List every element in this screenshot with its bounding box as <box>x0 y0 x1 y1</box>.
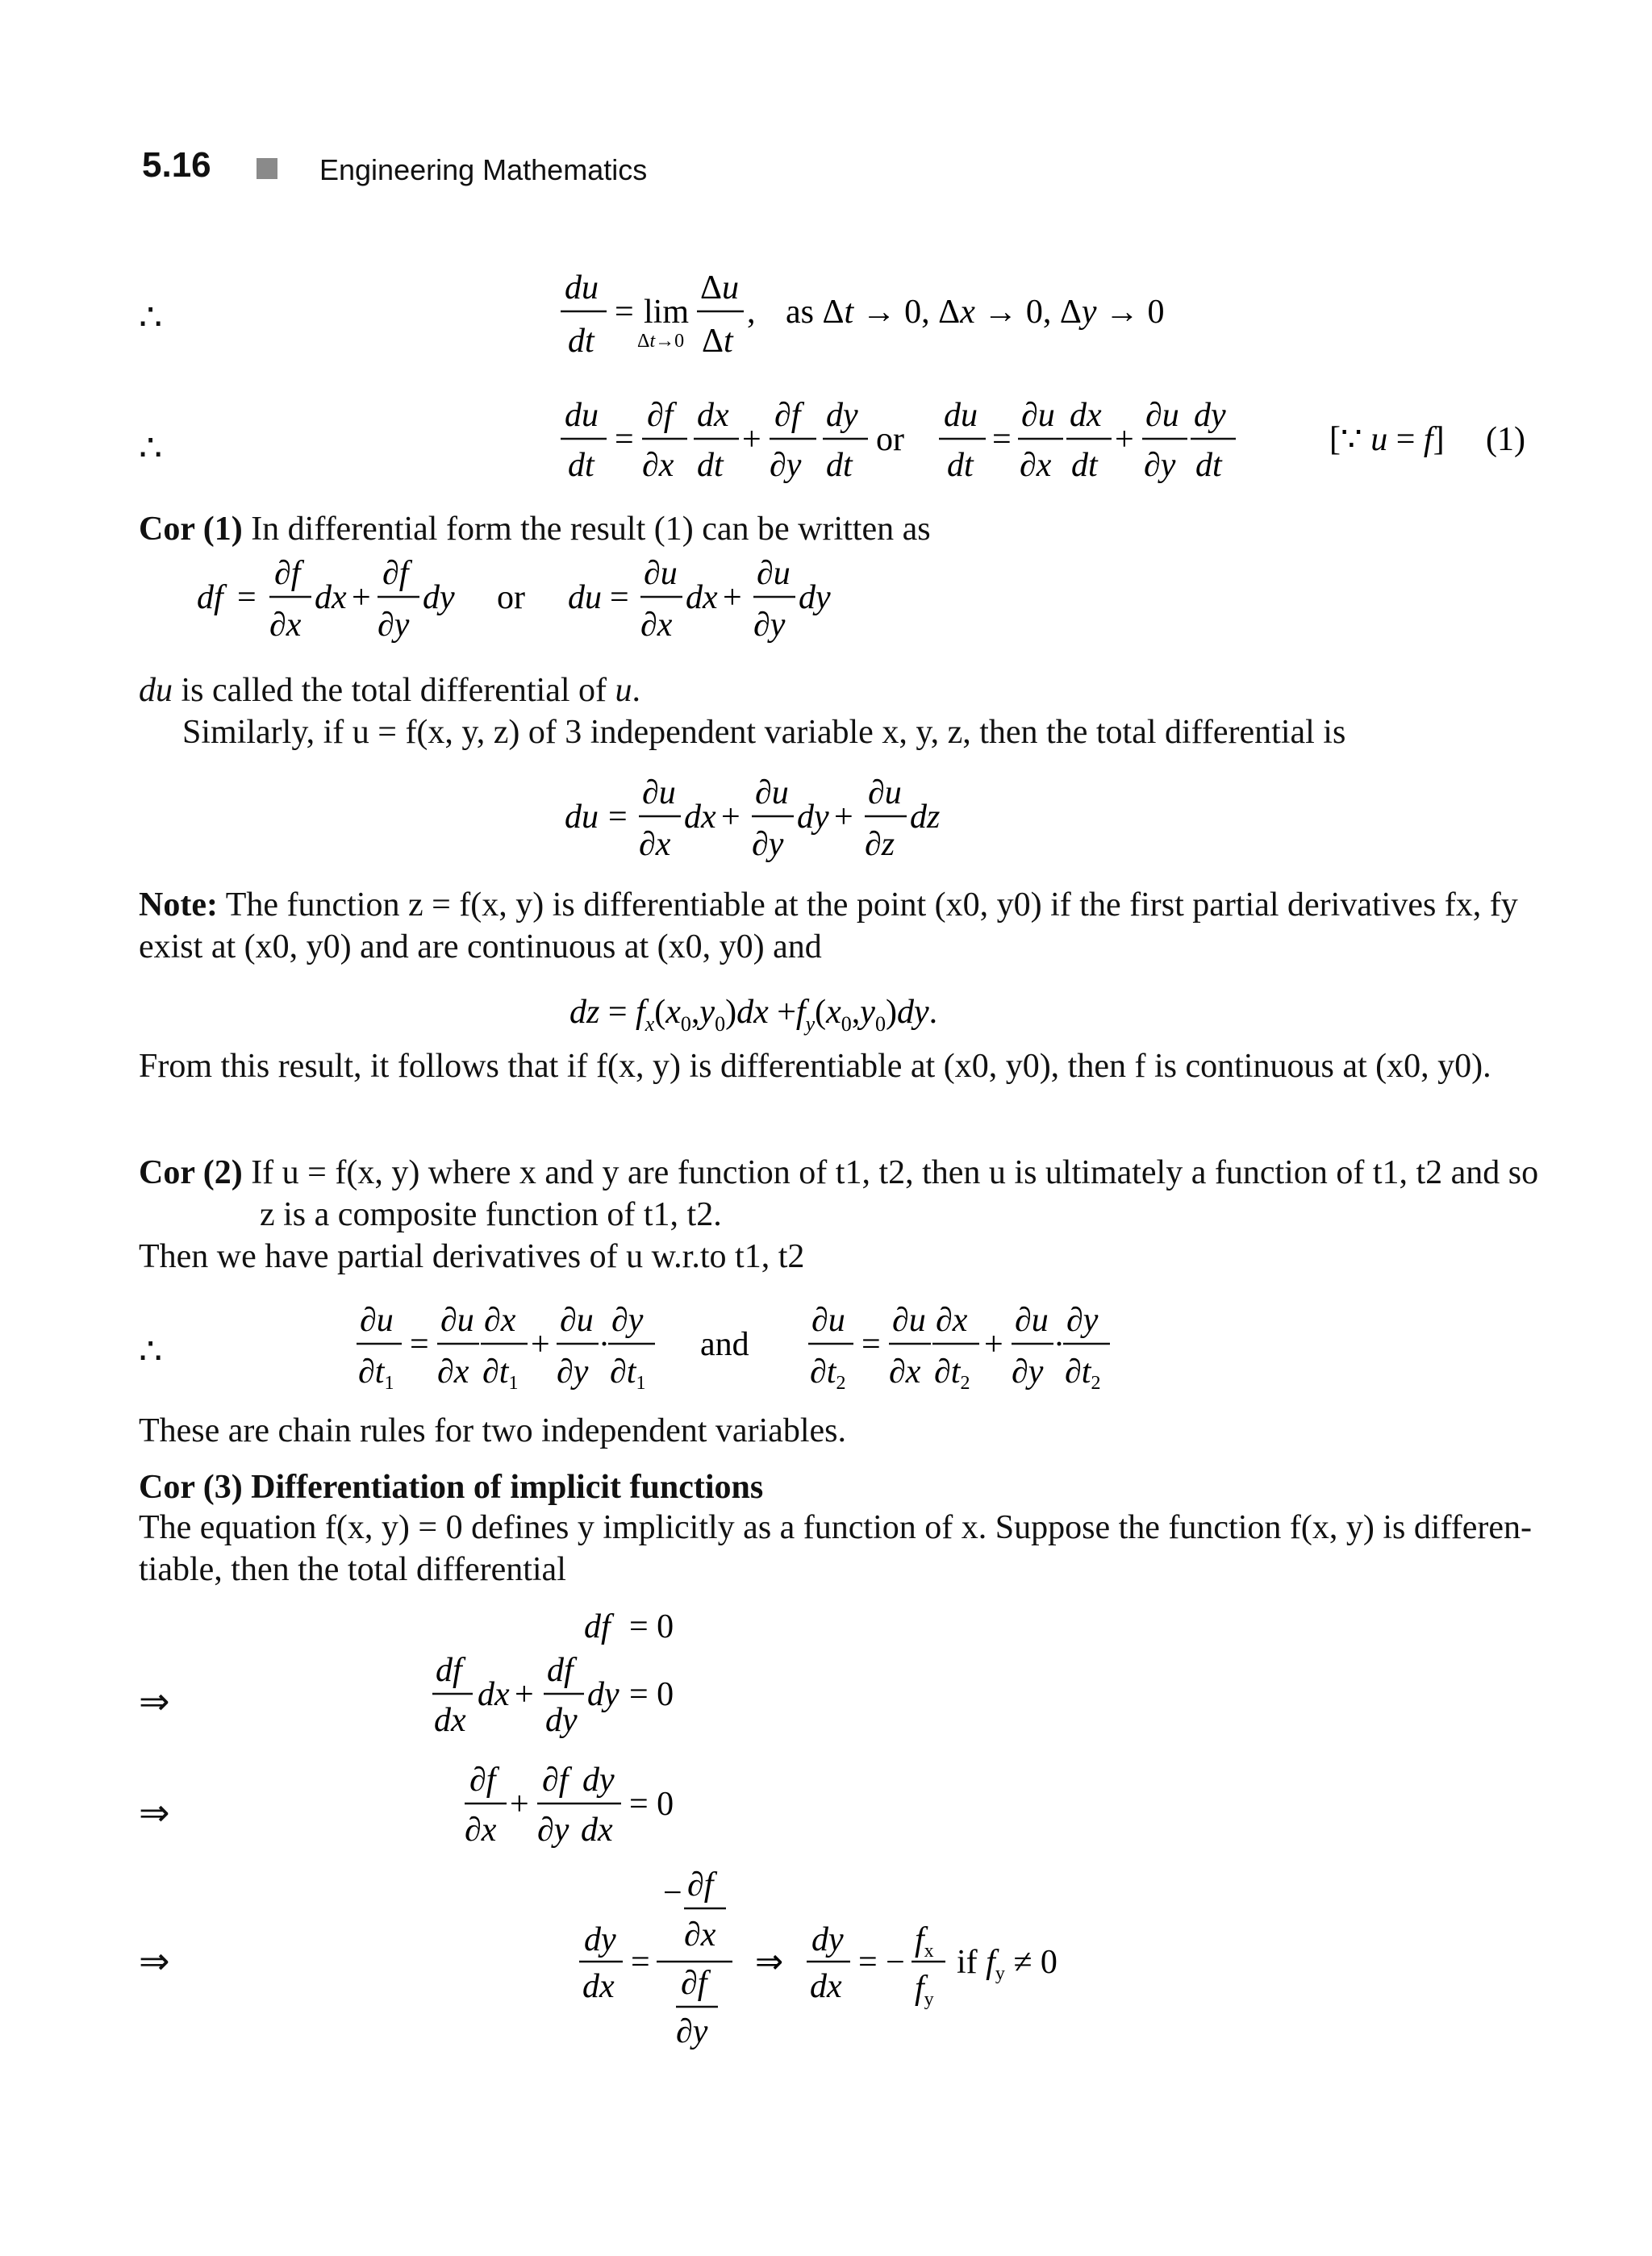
svg-text:=: = <box>631 1944 650 1981</box>
svg-text:=: = <box>615 294 634 331</box>
svg-text:+: + <box>742 421 761 458</box>
svg-text:∂x: ∂x <box>936 1302 968 1339</box>
svg-text:∂u: ∂u <box>642 774 676 811</box>
svg-text:dx: dx <box>581 1812 613 1849</box>
svg-text:dy: dy <box>799 579 831 616</box>
svg-text:dt: dt <box>826 447 853 484</box>
svg-text:∂f: ∂f <box>774 397 801 434</box>
svg-text:dy: dy <box>582 1762 615 1799</box>
svg-text:=: = <box>237 579 257 616</box>
svg-text:=: = <box>410 1326 429 1363</box>
svg-text:∂x: ∂x <box>437 1353 469 1391</box>
svg-text:∂y: ∂y <box>611 1302 644 1339</box>
cor1-text: In differential form the result (1) can be written as <box>251 511 931 548</box>
svg-text:∂u: ∂u <box>1015 1302 1049 1339</box>
cor2-line-1: If u = f(x, y) where x and y are function of t1, t2, then u is ultimately a function of t1, t2 and so <box>251 1154 1539 1191</box>
svg-text:or: or <box>497 579 525 616</box>
svg-text:,: , <box>747 294 756 331</box>
svg-text:+: + <box>721 799 740 836</box>
svg-text:(1): (1) <box>1486 421 1525 458</box>
svg-text:∂x: ∂x <box>640 607 673 644</box>
svg-text:∂f: ∂f <box>274 555 301 592</box>
svg-text:du: du <box>944 397 978 434</box>
chain-rules-text: These are chain rules for two independent variables. <box>139 1412 846 1449</box>
svg-text:df: df <box>197 579 223 616</box>
svg-text:+: + <box>510 1786 529 1823</box>
svg-text:+: + <box>834 799 853 836</box>
svg-text:+: + <box>352 579 371 616</box>
note-line-2: exist at (x0, y0) and are continuous at (x0, y0) and <box>139 928 822 965</box>
svg-text:∂z: ∂z <box>865 826 895 863</box>
equation-step-1 <box>431 1652 705 1747</box>
equation-total-three-vars <box>557 774 976 873</box>
svg-text:∂u: ∂u <box>560 1302 594 1339</box>
svg-text:∂t1: ∂t1 <box>482 1353 519 1394</box>
svg-text:∂y: ∂y <box>1066 1302 1099 1339</box>
therefore-symbol: ∴ <box>139 1331 163 1372</box>
svg-text:df: df <box>436 1652 462 1689</box>
svg-text:∂x: ∂x <box>642 447 674 484</box>
cor3-heading: Cor (3) Differentiation of implicit functions <box>139 1469 764 1506</box>
svg-text:∂t2: ∂t2 <box>810 1353 846 1394</box>
equation-cor1 <box>194 555 855 653</box>
implies-symbol: ⇒ <box>139 1792 170 1833</box>
svg-text:+: + <box>1115 421 1134 458</box>
svg-text:∂u: ∂u <box>868 774 902 811</box>
equation-limit <box>557 269 1186 369</box>
svg-text:dx: dx <box>684 799 716 836</box>
svg-text:[∵ u = f]: [∵ u = f] <box>1329 421 1445 458</box>
svg-text:dx: dx <box>810 1968 842 2005</box>
svg-text:⇒: ⇒ <box>755 1944 784 1981</box>
svg-text:∂y: ∂y <box>537 1812 569 1849</box>
implies-symbol: ⇒ <box>139 1681 170 1722</box>
svg-text:∂t2: ∂t2 <box>934 1353 970 1394</box>
svg-text:∂y: ∂y <box>1144 447 1176 484</box>
page-number: 5.16 <box>142 145 211 185</box>
svg-text:= 0: = 0 <box>629 1608 674 1645</box>
equation-cor2-chain <box>355 1303 1162 1407</box>
svg-text:dt: dt <box>1071 447 1098 484</box>
cor2-heading: Cor (2) <box>139 1154 243 1191</box>
svg-text:dx: dx <box>582 1968 615 2005</box>
svg-text:df: df <box>547 1652 574 1689</box>
svg-text:dz: dz <box>910 799 941 836</box>
svg-text:∂y: ∂y <box>378 607 410 644</box>
svg-text:∂x: ∂x <box>1020 447 1052 484</box>
svg-text:∂f: ∂f <box>382 555 409 592</box>
svg-text:du: du <box>565 799 599 836</box>
svg-text:·: · <box>1053 1326 1065 1363</box>
svg-text:dy: dy <box>797 799 829 836</box>
svg-text:∂t2: ∂t2 <box>1065 1353 1101 1394</box>
svg-text:∂y: ∂y <box>1012 1353 1044 1391</box>
svg-text:= −: = − <box>858 1944 905 1981</box>
cor3-line-2: tiable, then the total differential <box>139 1551 566 1588</box>
note-label: Note: <box>139 886 218 924</box>
from-result-text: From this result, it follows that if f(x, y) is differentiable at (x0, y0), then f is continuous at (x0, y0). <box>139 1048 1491 1085</box>
svg-text:∂u: ∂u <box>811 1302 845 1339</box>
svg-text:∂y: ∂y <box>753 607 786 644</box>
svg-text:dx: dx <box>315 579 347 616</box>
svg-text:+: + <box>984 1326 1003 1363</box>
cor3-line-1: The equation f(x, y) = 0 defines y implicitly as a function of x. Suppose the function f(x, y) is differen- <box>139 1509 1532 1546</box>
implies-symbol: ⇒ <box>139 1941 170 1982</box>
svg-text:∂x: ∂x <box>889 1353 921 1391</box>
svg-text:fy: fy <box>915 1970 934 2010</box>
therefore-symbol: ∴ <box>139 427 163 469</box>
svg-text:dy: dy <box>423 579 455 616</box>
svg-text:Δu: Δu <box>700 269 740 306</box>
svg-text:−: − <box>663 1874 682 1912</box>
svg-text:dx: dx <box>697 397 729 434</box>
svg-text:∂x: ∂x <box>484 1302 516 1339</box>
svg-text:∂u: ∂u <box>757 555 791 592</box>
equation-chain-rule <box>557 398 1541 494</box>
svg-text:dy: dy <box>811 1921 844 1958</box>
svg-text:dt: dt <box>697 447 724 484</box>
equation-df-zero <box>581 1602 742 1657</box>
svg-text:∂y: ∂y <box>752 826 784 863</box>
svg-text:dt: dt <box>568 323 594 360</box>
svg-text:∂x: ∂x <box>269 607 302 644</box>
svg-text:∂u: ∂u <box>892 1302 926 1339</box>
svg-text:∂f: ∂f <box>469 1762 496 1799</box>
note-paragraph <box>139 884 1533 968</box>
svg-text:or: or <box>876 421 904 458</box>
svg-text:fx: fx <box>915 1921 934 1962</box>
svg-text:lim: lim <box>644 294 690 331</box>
svg-text:and: and <box>700 1326 749 1363</box>
svg-text:∂u: ∂u <box>644 555 678 592</box>
svg-text:∂u: ∂u <box>440 1302 474 1339</box>
svg-text:=: = <box>861 1326 881 1363</box>
svg-text:+: + <box>723 579 742 616</box>
svg-text:dy: dy <box>545 1702 578 1739</box>
svg-text:=: = <box>615 421 634 458</box>
svg-text:dt: dt <box>568 447 594 484</box>
svg-text:dy: dy <box>1194 397 1226 434</box>
cor2-line-2: z is a composite function of t1, t2. <box>260 1196 722 1233</box>
svg-text:as Δt → 0, Δx → 0, Δy → 0: as Δt → 0, Δx → 0, Δy → 0 <box>786 294 1165 331</box>
header-square-icon <box>257 158 277 179</box>
svg-text:∂f: ∂f <box>681 1965 707 2002</box>
svg-text:∂u: ∂u <box>1021 397 1055 434</box>
svg-text:∂x: ∂x <box>639 826 671 863</box>
svg-text:du: du <box>565 269 599 306</box>
svg-text:dy: dy <box>587 1676 620 1713</box>
equation-step-3 <box>576 1866 1124 2066</box>
svg-text:dx: dx <box>686 579 718 616</box>
svg-text:·: · <box>599 1326 610 1363</box>
svg-text:dy: dy <box>584 1921 616 1958</box>
svg-text:=: = <box>992 421 1012 458</box>
svg-text:dx: dx <box>478 1676 510 1713</box>
note-line-1: The function z = f(x, y) is differentiable at the point (x0, y0) if the first partial derivatives fx, fy <box>225 886 1518 924</box>
book-title: Engineering Mathematics <box>319 153 648 186</box>
svg-text:Δt→0: Δt→0 <box>637 331 685 352</box>
svg-text:∂x: ∂x <box>465 1812 497 1849</box>
svg-text:dy: dy <box>826 397 858 434</box>
similarly-text: Similarly, if u = f(x, y, z) of 3 independent variable x, y, z, then the total differential is <box>182 714 1346 751</box>
svg-text:=: = <box>610 579 629 616</box>
svg-text:du: du <box>565 397 599 434</box>
du-called-text: is called the total differential of <box>181 672 607 709</box>
svg-text:∂y: ∂y <box>770 447 802 484</box>
svg-text:∂t1: ∂t1 <box>610 1353 646 1394</box>
equation-dz <box>569 986 1102 1049</box>
svg-text:if fy ≠ 0: if fy ≠ 0 <box>957 1944 1058 1984</box>
svg-text:df: df <box>584 1608 611 1645</box>
svg-text:+: + <box>531 1326 550 1363</box>
svg-text:dx: dx <box>1070 397 1102 434</box>
svg-text:dz = fx(x0,y0)dx +fy(x0,y0)dy.: dz = $f_x(x_0,y_0)dx +f_y(x_0,y_0)dy$. <box>569 994 938 1036</box>
svg-text:du: du <box>568 579 602 616</box>
cor1-heading: Cor (1) <box>139 511 243 548</box>
svg-text:Δt: Δt <box>702 323 733 360</box>
svg-text:dx: dx <box>434 1702 466 1739</box>
svg-text:∂f: ∂f <box>542 1762 569 1799</box>
then-we-have-text: Then we have partial derivatives of u w.r.to t1, t2 <box>139 1238 805 1275</box>
svg-text:∂f: ∂f <box>687 1866 714 1904</box>
svg-text:∂t1: ∂t1 <box>358 1353 394 1394</box>
svg-text:= 0: = 0 <box>629 1786 674 1823</box>
svg-text:∂y: ∂y <box>557 1353 589 1391</box>
equation-step-2 <box>463 1762 705 1857</box>
svg-text:∂u: ∂u <box>1145 397 1179 434</box>
svg-text:dt: dt <box>1195 447 1222 484</box>
svg-text:= 0: = 0 <box>629 1676 674 1713</box>
svg-text:∂u: ∂u <box>755 774 789 811</box>
svg-text:∂u: ∂u <box>360 1302 394 1339</box>
therefore-symbol: ∴ <box>139 297 163 338</box>
svg-text:=: = <box>608 799 628 836</box>
svg-text:dt: dt <box>947 447 974 484</box>
svg-text:+: + <box>515 1676 534 1713</box>
svg-text:∂f: ∂f <box>647 397 674 434</box>
svg-text:∂x: ∂x <box>684 1916 716 1954</box>
svg-text:∂y: ∂y <box>676 2013 708 2050</box>
